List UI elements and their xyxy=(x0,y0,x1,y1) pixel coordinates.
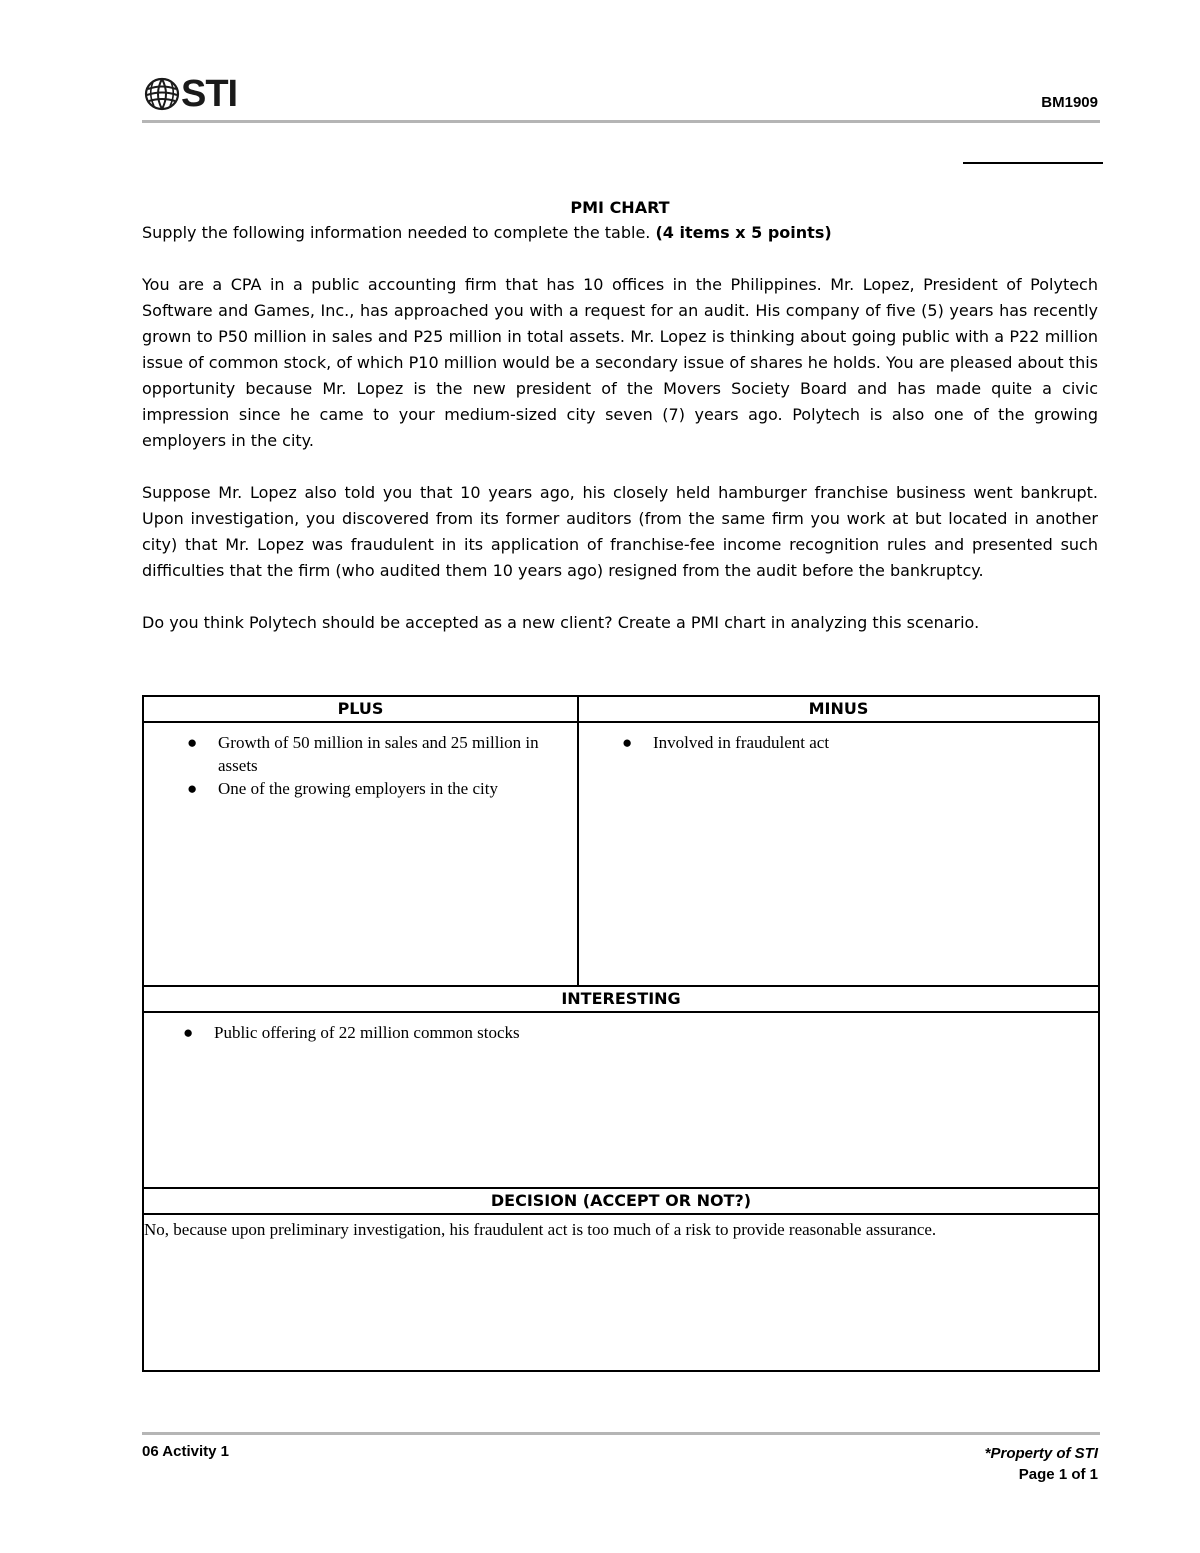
header-divider xyxy=(142,120,1100,123)
points-note: (4 items x 5 points) xyxy=(655,223,832,242)
activity-label: 06 Activity 1 xyxy=(142,1443,229,1460)
footer-divider xyxy=(142,1432,1100,1435)
decision-text: No, because upon preliminary investigation, his fraudulent act is too much of a risk to provide reasonable assurance. xyxy=(144,1220,937,1239)
instructions-text: Supply the following information needed to complete the table. xyxy=(142,223,656,242)
question-paragraph: Do you think Polytech should be accepted as a new client? Create a PMI chart in analyzing this scenario. xyxy=(142,613,980,632)
plus-item xyxy=(187,777,577,800)
plus-cell xyxy=(143,722,578,986)
bullet-icon: ● xyxy=(187,733,198,752)
decision-cell xyxy=(143,1214,1099,1371)
minus-list xyxy=(579,731,1098,754)
plus-item xyxy=(187,731,577,777)
page-header xyxy=(142,70,1100,126)
document-code: BM1909 xyxy=(1041,94,1098,111)
interesting-header: INTERESTING xyxy=(143,986,1099,1012)
plus-item-text: One of the growing employers in the city xyxy=(218,779,498,798)
interesting-cell xyxy=(143,1012,1099,1188)
minus-cell xyxy=(578,722,1099,986)
globe-icon xyxy=(144,76,180,112)
instructions xyxy=(142,220,1098,246)
page-title: PMI CHART xyxy=(570,198,670,217)
pmi-table xyxy=(142,695,1100,1372)
footer-right xyxy=(985,1443,1098,1485)
bullet-icon: ● xyxy=(622,733,633,752)
minus-item-text: Involved in fraudulent act xyxy=(653,733,830,752)
logo-text: STI xyxy=(181,73,238,115)
scenario-paragraph-1: You are a CPA in a public accounting firm that has 10 offices in the Philippines. Mr. Lopez, President of Polytech Software and Games, Inc., has approached you with a request for an audit. His company of five (5) years has recently grown to P50 million in sales and P25 million in total assets. Mr. Lopez is thinking about going public with a P22 million issue of common stock, of which P10 million would be a secondary issue of shares he holds. You are pleased about this opportunity because Mr. Lopez is the new president of the Movers Society Board and has made quite a civic impression since he came to your medium-sized city seven (7) years ago. Polytech is also one of the growing employers in the city. xyxy=(142,275,1098,450)
scenario-paragraph-2: Suppose Mr. Lopez also told you that 10 years ago, his closely held hamburger franchise business went bankrupt. Upon investigation, you discovered from its former auditors (from the same firm you work at but located in another city) that Mr. Lopez was fraudulent in its application of franchise-fee income recognition rules and presented such difficulties that the firm (who audited them 10 years ago) resigned from the audit before the bankruptcy. xyxy=(142,483,1098,580)
plus-header: PLUS xyxy=(143,696,578,722)
page-footer xyxy=(142,1432,1100,1492)
interesting-item xyxy=(183,1021,1098,1044)
interesting-item-text: Public offering of 22 million common stocks xyxy=(214,1023,520,1042)
name-line xyxy=(963,162,1103,164)
plus-list xyxy=(144,731,577,800)
bullet-icon: ● xyxy=(183,1023,194,1042)
bullet-icon: ● xyxy=(187,779,198,798)
decision-header: DECISION (ACCEPT OR NOT?) xyxy=(143,1188,1099,1214)
sti-logo xyxy=(144,74,237,114)
page-number: Page 1 of 1 xyxy=(1018,1466,1098,1483)
property-label: *Property of STI xyxy=(984,1445,1098,1462)
minus-header: MINUS xyxy=(578,696,1099,722)
plus-item-text: Growth of 50 million in sales and 25 million in assets xyxy=(218,733,539,775)
document-body xyxy=(142,196,1098,662)
interesting-list xyxy=(144,1021,1098,1044)
minus-item xyxy=(622,731,1098,754)
